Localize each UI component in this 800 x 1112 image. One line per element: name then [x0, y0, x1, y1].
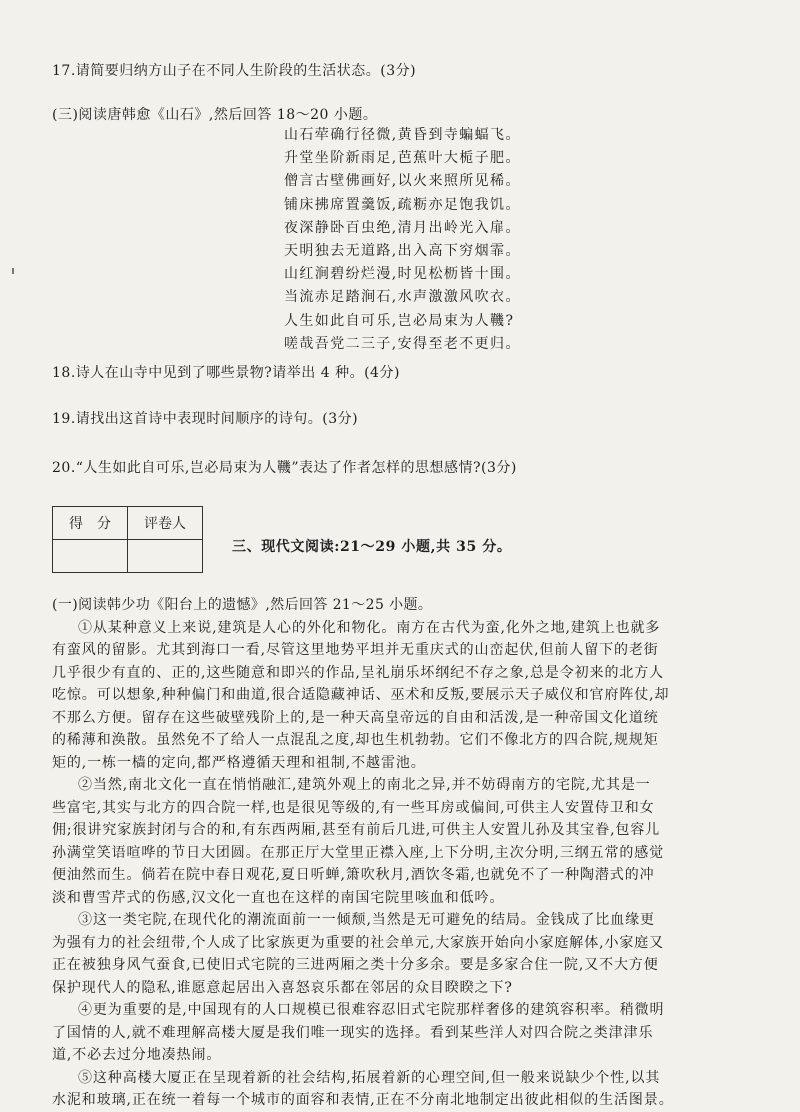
- passage-line: 孙满堂笑语喧哗的节日大团圆。在那正厅大堂里正襟入座,上下分明,主次分明,三纲五常的感觉: [52, 844, 665, 861]
- question-17: 17.请简要归纳方山子在不同人生阶段的生活状态。(3分): [52, 63, 417, 79]
- question-19: 19.请找出这首诗中表现时间顺序的诗句。(3分): [52, 411, 359, 427]
- section-3-title: 三、现代文阅读:21～29 小题,共 35 分。: [232, 539, 512, 555]
- poem-line: 升堂坐阶新雨足,芭蕉叶大栀子肥。: [284, 150, 521, 167]
- margin-mark: [12, 268, 14, 274]
- passage-line: ⑤这种高楼大厦正在呈现着新的社会结构,拓展着新的心理空间,但一般来说缺少个性,以其: [78, 1069, 661, 1086]
- passage-line: 道,不必去过分地凑热闹。: [52, 1047, 222, 1063]
- poem-line: 山红涧碧纷烂漫,时见松枥皆十围。: [284, 266, 521, 283]
- passage-paragraph: [52, 999, 772, 1067]
- passage-line: 不那么方便。留存在这些破壁残阶上的,是一种天高皇帝远的自由和活泼,是一种帝国文化道统: [52, 709, 659, 726]
- passage-line: ②当然,南北文化一直在悄悄融汇,建筑外观上的南北之异,并不妨碍南方的宅院,尤其是一: [78, 777, 651, 793]
- passage-line: ④更为重要的是,中国现有的人口规模已很难容忍旧式宅院那样奢侈的建筑容积率。稍微明: [78, 1002, 665, 1018]
- score-label: 得 分: [53, 507, 128, 540]
- passage-paragraph: [52, 909, 772, 999]
- question-18: 18.诗人在山寺中见到了哪些景物?请举出 4 种。(4分): [52, 365, 400, 381]
- grader-label: 评卷人: [128, 507, 203, 540]
- poem-line: 嗟哉吾党二三子,安得至老不更归。: [284, 335, 521, 352]
- passage-line: 些富宅,其实与北方的四合院一样,也是很见等级的,有一些耳房或偏间,可供主人安置侍卫和女: [52, 799, 655, 816]
- passage-line: 有蛮风的留影。尤其到海口一看,尽管这里地势平坦并无重庆式的山峦起伏,但前人留下的老街: [52, 642, 659, 658]
- poem-shanshi: [284, 124, 754, 356]
- passage-line: 了国情的人,就不难理解高楼大厦是我们唯一现实的选择。看到某些洋人对四合院之类津津乐: [52, 1024, 654, 1041]
- passage-line: 为强有力的社会纽带,个人成了比家族更为重要的社会单元,大家族开始向小家庭解体,小家庭又: [52, 934, 665, 951]
- poem-line: 夜深静卧百虫绝,清月出岭光入扉。: [284, 219, 521, 236]
- poem-line: 天明独去无道路,出入高下穷烟霏。: [284, 242, 521, 259]
- passage-line: ③这一类宅院,在现代化的潮流面前一一倾颓,当然是无可避免的结局。金钱成了比血缘更: [78, 912, 655, 928]
- passage-paragraph: [52, 774, 772, 909]
- passage-line: 正在被独身风气蚕食,已使旧式宅院的三进两厢之类十分多余。要是多家合住一院,又不大方便: [52, 957, 659, 973]
- passage-line: ①从某种意义上来说,建筑是人心的外化和物化。南方在古代为蛮,化外之地,建筑上也就多: [78, 619, 661, 636]
- poem-line: 人生如此自可乐,岂必局束为人鞿?: [284, 312, 515, 329]
- poem-line: 僧言古壁佛画好,以火来照所见稀。: [284, 173, 521, 190]
- poem-line: 山石荦确行径微,黄昏到寺蝙蝠飞。: [284, 127, 521, 143]
- passage-paragraph: [52, 1067, 772, 1112]
- grader-input-cell[interactable]: [128, 540, 203, 573]
- passage-line: 矩的,一栋一樯的定向,都严格遵循天理和祖制,不越雷池。: [52, 754, 426, 771]
- passage-line: 吃惊。可以想象,种种偏门和曲道,很合适隐藏神话、巫术和反叛,要展示天子威仪和官府阵仗,却: [52, 687, 670, 703]
- score-table: [52, 506, 203, 573]
- part-1-intro: (一)阅读韩少功《阳台上的遗憾》,然后回答 21～25 小题。: [52, 597, 433, 613]
- poem-line: 铺床拂席置羹饭,疏粝亦足饱我饥。: [284, 196, 521, 213]
- score-input-cell[interactable]: [53, 540, 128, 573]
- reading-passage: [52, 594, 772, 1112]
- passage-line: 几乎很少有直的、正的,这些随意和即兴的作品,呈礼崩乐坏纲纪不存之象,总是令初来的北方人: [52, 664, 665, 681]
- passage-line: 保护现代人的隐私,谁愿意起居出入喜怒哀乐都在邻居的众目睽睽之下?: [52, 979, 513, 996]
- passage-line: 水泥和玻璃,正在统一着每一个城市的面容和表情,正在不分南北地制定出彼此相似的生活图景。: [52, 1092, 674, 1108]
- passage-line: 便油然而生。倘若在院中春日观花,夏日听蝉,箫吹秋月,酒饮冬霜,也就免不了一种陶潜式的冲: [52, 867, 655, 883]
- passage-line: 佣;很讲究家族封闭与合的和,有东西两厢,甚至有前后几进,可供主人安置儿孙及其宝眷,包容儿: [52, 822, 661, 838]
- question-20: 20.“人生如此自可乐,岂必局束为人鞿”表达了作者怎样的思想感情?(3分): [52, 460, 517, 476]
- poem-line: 当流赤足踏涧石,水声激激风吹衣。: [284, 289, 521, 306]
- passage-line: 淡和曹雪芹式的伤感,汉文化一直也在这样的南国宅院里咳血和低吟。: [52, 889, 505, 906]
- passage-line: 的稀薄和涣散。虽然免不了给人一点混乱之度,却也生机勃勃。它们不像北方的四合院,规规矩: [52, 732, 659, 748]
- passage-paragraph: [52, 617, 772, 775]
- section-3-intro: (三)阅读唐韩愈《山石》,然后回答 18～20 小题。: [52, 107, 378, 123]
